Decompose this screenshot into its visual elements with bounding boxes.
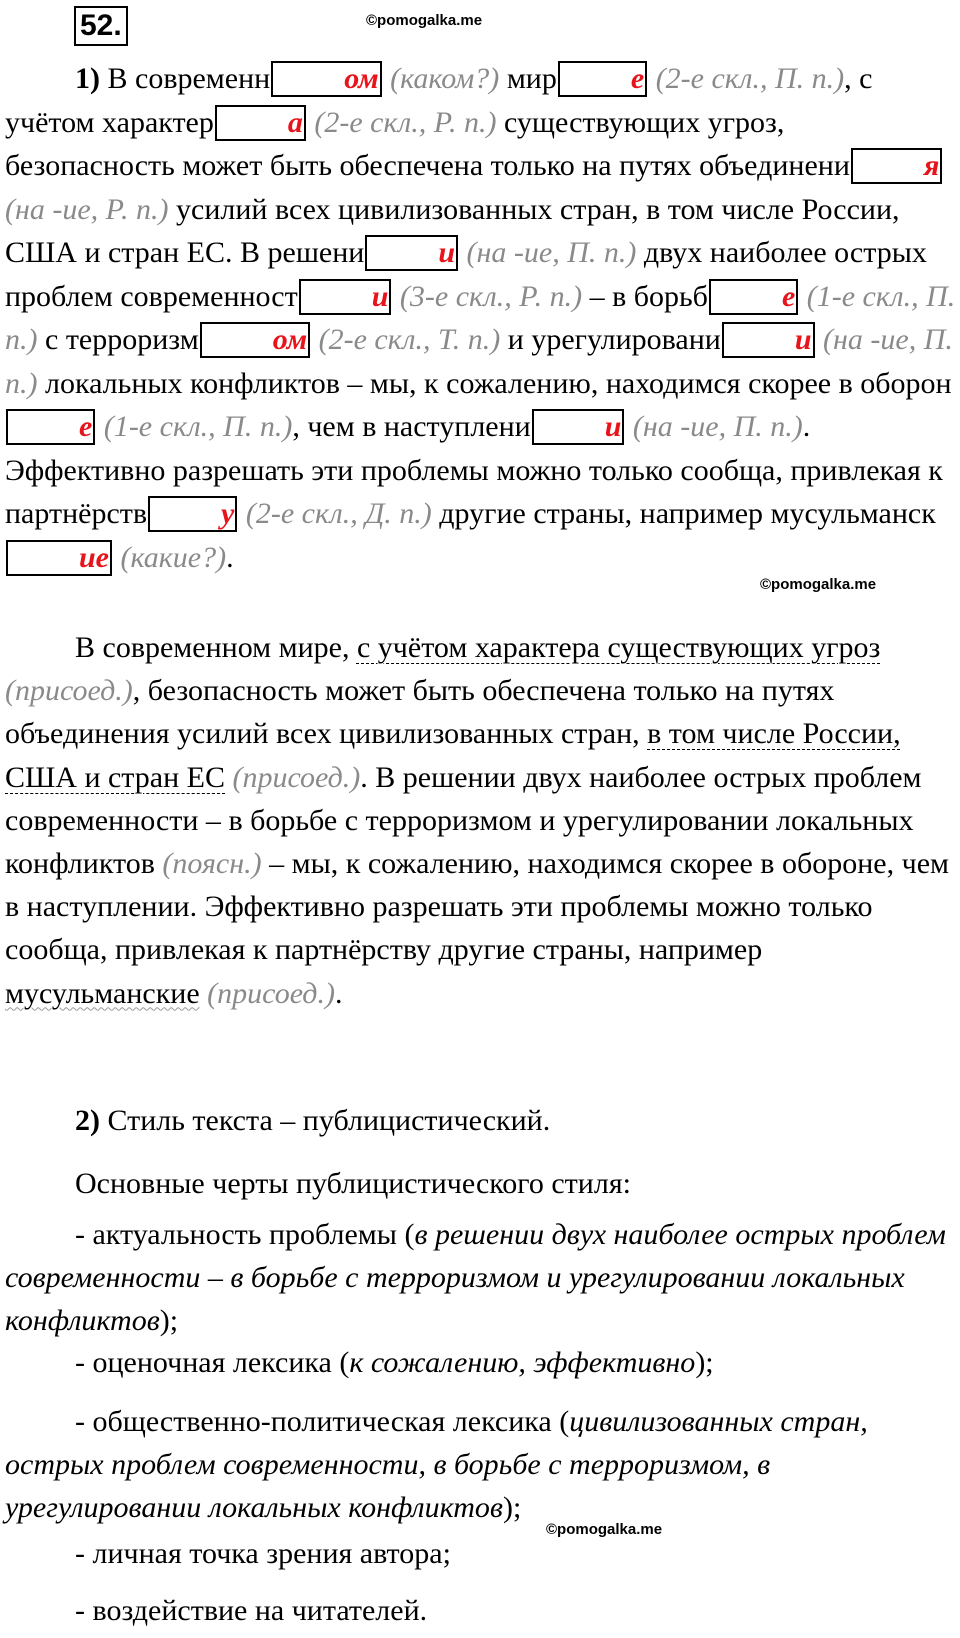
text-run: . В решении двух наиболее острых проблем современности – bbox=[5, 760, 922, 837]
feature-author-view: - личная точка зрения автора; bbox=[75, 1537, 451, 1570]
text-run: . Эффективно разрешать эти проблемы можно только сообща, привлекая к партнёрств bbox=[5, 410, 943, 530]
text-run: существующих угроз, безопасность может быть обеспечена только на путях объединени bbox=[5, 105, 850, 182]
text-run: ); bbox=[159, 1304, 179, 1337]
text-run: и урегулировани bbox=[507, 323, 721, 356]
watermark-middle: ©pomogalka.me bbox=[760, 576, 877, 593]
grammar-note: (2-е скл., Т. п.) bbox=[311, 323, 508, 356]
text-run: усилий всех цивилизованных стран, в том числе России, США и стран ЕС. В решени bbox=[5, 192, 900, 269]
punctuated-paragraph bbox=[5, 626, 957, 1015]
text-run: В современном мире, bbox=[75, 631, 357, 664]
grammar-note: (присоед.) bbox=[199, 976, 335, 1010]
text-run: в борьбе с терроризмом и урегулировании локальных конфликтов bbox=[5, 803, 914, 881]
grammar-note: (2-е скл., П. п.) bbox=[648, 62, 845, 95]
grammar-note: (2-е скл., Р. п.) bbox=[306, 105, 505, 139]
ending-highlight: у bbox=[148, 496, 237, 532]
feature-political-lexicon bbox=[5, 1400, 957, 1529]
grammar-note: (на -ие, Р. п.) bbox=[5, 192, 176, 226]
ending-highlight: е bbox=[709, 279, 798, 315]
text-run: с терроризм bbox=[45, 323, 199, 356]
dashed-underline: в том числе России, США и стран ЕС bbox=[5, 717, 901, 794]
grammar-note: (1-е скл., П. п.) bbox=[96, 410, 293, 443]
ending-highlight: е bbox=[6, 409, 95, 445]
feature-evaluative-lexicon bbox=[5, 1342, 960, 1384]
grammar-note: (поясн.) bbox=[154, 847, 270, 881]
ending-highlight: я bbox=[851, 148, 942, 184]
text-run: - оценочная лексика ( bbox=[75, 1346, 350, 1379]
text-run: ); bbox=[502, 1491, 522, 1524]
text-run: - актуальность проблемы ( bbox=[75, 1218, 415, 1251]
part1-body bbox=[5, 62, 955, 574]
text-run: , безопасность может быть обеспечена только на путях объединения усилий всех цивилизованных стран, bbox=[5, 674, 835, 751]
ending-highlight: а bbox=[215, 105, 306, 141]
grammar-note: (на -ие, П. п.) bbox=[625, 410, 803, 443]
example-quote: в решении двух наиболее острых проблем современности – в борьбе с терроризмом и урегулировании локальных конфликтов bbox=[5, 1218, 946, 1337]
ending-highlight: ие bbox=[6, 540, 112, 576]
wavy-underline: мусульманские bbox=[5, 976, 200, 1010]
ending-highlight: ом bbox=[200, 322, 310, 358]
text-run: - общественно-политическая лексика ( bbox=[75, 1405, 570, 1438]
text-run: , чем в наступлени bbox=[292, 410, 531, 443]
grammar-note: (на -ие, П. п.) bbox=[459, 236, 644, 269]
part1-label: 1) bbox=[75, 62, 100, 95]
grammar-note: (2-е скл., Д. п.) bbox=[238, 497, 440, 530]
text-run: . bbox=[226, 540, 234, 574]
dashed-underline: с учётом характера существующих угроз bbox=[356, 631, 881, 664]
feature-relevance bbox=[5, 1213, 957, 1342]
text-run: , с учётом характер bbox=[5, 62, 873, 139]
grammar-note: (на -ие, П. п.) bbox=[5, 323, 953, 400]
grammar-note: (3-е скл., Р. п.) bbox=[392, 279, 590, 313]
example-quote: цивилизованных стран, острых проблем современности, в борьбе с терроризмом, в урегулировании локальных конфликтов bbox=[5, 1405, 868, 1524]
text-run: . bbox=[334, 976, 343, 1010]
style-text: Стиль текста – публицистический. bbox=[100, 1104, 551, 1137]
ending-highlight: и bbox=[299, 279, 392, 315]
grammar-note: (каком?) bbox=[382, 62, 507, 95]
text-run: В современн bbox=[100, 62, 271, 95]
part1-paragraph bbox=[5, 57, 957, 579]
feature-reader-impact: - воздействие на читателей. bbox=[75, 1594, 428, 1627]
text-run: другие страны, например мусульманск bbox=[439, 497, 936, 530]
text-run: локальных конфликтов – мы, к сожалению, находимся скорее в оборон bbox=[45, 366, 952, 400]
ending-highlight: е bbox=[558, 61, 647, 97]
example-quote: к сожалению, эффективно bbox=[349, 1346, 696, 1379]
ending-highlight: ом bbox=[271, 61, 381, 97]
ending-highlight: и bbox=[365, 235, 458, 271]
text-run: – в борьб bbox=[589, 279, 708, 313]
grammar-note: (1-е скл., П. п.) bbox=[5, 279, 956, 356]
text-run: – мы, к сожалению, находимся скорее в обороне, чем в наступлении. Эффективно разрешать эти проблемы можно только сообща, привлекая к партнёрству другие страны, например bbox=[5, 847, 949, 967]
ending-highlight: и bbox=[532, 409, 625, 445]
style-line bbox=[5, 1100, 960, 1142]
ending-highlight: и bbox=[722, 322, 815, 358]
text-run: двух наиболее острых проблем современност bbox=[5, 236, 927, 313]
features-heading: Основные черты публицистического стиля: bbox=[75, 1167, 631, 1200]
exercise-number: 52. bbox=[74, 6, 128, 46]
watermark-top: ©pomogalka.me bbox=[366, 12, 483, 29]
watermark-bottom: ©pomogalka.me bbox=[546, 1521, 663, 1538]
text-run: мир bbox=[506, 62, 557, 95]
part2-label: 2) bbox=[75, 1104, 100, 1137]
grammar-note: (присоед.) bbox=[5, 674, 133, 708]
text-run: ); bbox=[695, 1346, 714, 1379]
grammar-note: (какие?) bbox=[113, 540, 227, 574]
grammar-note: (присоед.) bbox=[225, 760, 361, 794]
